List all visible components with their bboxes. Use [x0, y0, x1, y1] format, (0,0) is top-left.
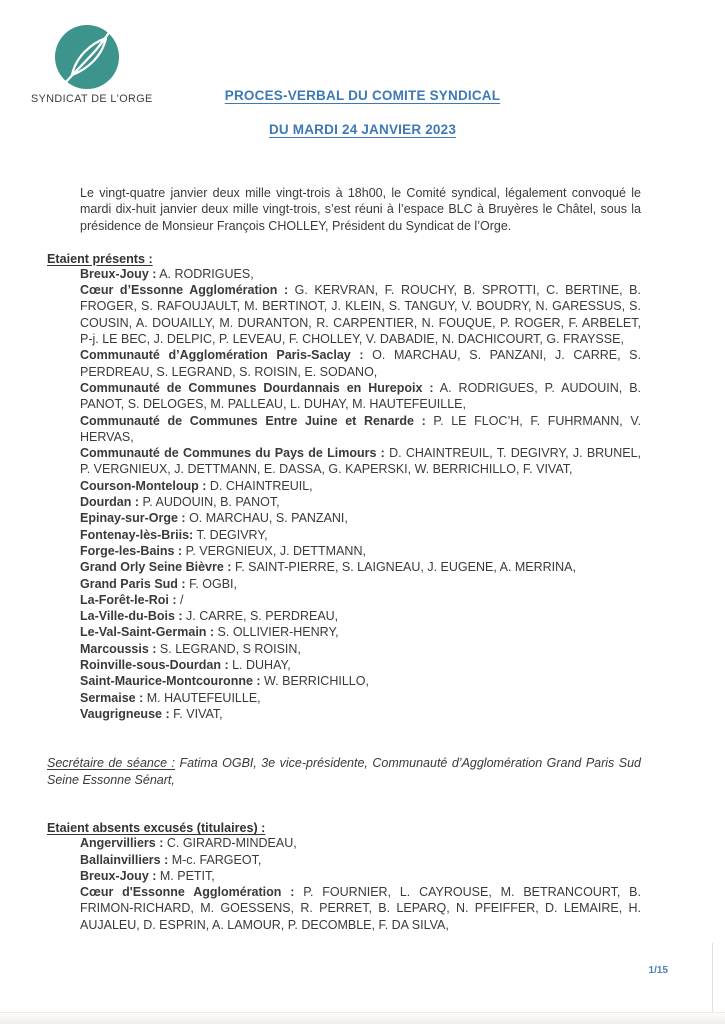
attendee-names: D. CHAINTREUIL, T. DEGIVRY, J. BRUNEL, P. VERGNIEUX, J. DETTMANN, E. DASSA, G. KAPERSKI, W. BERRICHILLO, F. VIVAT,: [80, 446, 642, 477]
present-list-item: [80, 673, 641, 689]
attendee-names: P. LE FLOC’H, F. FUHRMANN, V. HERVAS,: [80, 413, 641, 444]
intro-paragraph: Le vingt-quatre janvier deux mille vingt-trois à 18h00, le Comité syndical, légalement convoqué le mardi dix-huit janvier deux mille vingt-trois, s’est réuni à l’espace BLC à Bruyères le Châtel, sous la présidence de Monsieur François CHOLLEY, Président du Syndicat de l’Orge.: [80, 186, 641, 233]
absent-list-item: [80, 884, 641, 933]
present-list-item: [80, 543, 641, 559]
entity-label: Communauté de Communes Dourdannais en Hurepoix :: [80, 380, 434, 395]
present-list-item: [80, 494, 641, 510]
entity-label: Courson-Monteloup :: [80, 478, 207, 493]
entity-label: Le-Val-Saint-Germain :: [80, 625, 215, 640]
entity-label: La-Forêt-le-Roi :: [80, 592, 177, 607]
absent-list-item: [80, 868, 641, 884]
document-title: PROCES-VERBAL DU COMITE SYNDICAL: [224, 88, 501, 103]
present-list: [80, 266, 641, 722]
attendee-names: O. MARCHAU, S. PANZANI,: [189, 511, 348, 526]
present-list-item: [80, 380, 641, 413]
absent-names: M-c. FARGEOT,: [171, 852, 262, 867]
entity-label: Ballainvilliers :: [80, 852, 169, 867]
entity-label: Cœur d'Essonne Agglomération :: [80, 885, 295, 900]
attendee-names: F. VIVAT,: [173, 706, 223, 721]
absent-list-item: [80, 835, 641, 851]
attendee-names: L. DUHAY,: [232, 658, 291, 673]
entity-label: Breux-Jouy :: [80, 266, 157, 281]
secretary-text: Fatima OGBI, 3e vice-présidente, Communauté d’Agglomération Grand Paris Sud Seine Essonne Sénart,: [47, 756, 641, 787]
attendee-names: P. AUDOUIN, B. PANOT,: [142, 495, 280, 510]
present-list-item: [80, 478, 641, 494]
present-list-item: [80, 266, 641, 282]
present-list-item: [80, 592, 641, 608]
attendee-names: /: [180, 592, 184, 607]
attendee-names: T. DEGIVRY,: [196, 527, 268, 542]
present-list-item: [80, 282, 641, 347]
entity-label: Cœur d’Essonne Agglomération :: [80, 283, 289, 298]
present-list-item: [80, 527, 641, 543]
entity-label: Communauté d’Agglomération Paris-Saclay :: [80, 348, 364, 363]
logo-text: SYNDICAT DE L'ORGE: [31, 93, 153, 105]
attendee-names: A. RODRIGUES,: [159, 266, 254, 281]
entity-label: Communauté de Communes du Pays de Limours :: [80, 446, 385, 461]
present-list-item: [80, 608, 641, 624]
present-list-item: [80, 706, 641, 722]
attendee-names: F. SAINT-PIERRE, S. LAIGNEAU, J. EUGENE, A. MERRINA,: [234, 560, 576, 575]
leaf-icon: [55, 25, 119, 89]
entity-label: Angervilliers :: [80, 836, 164, 851]
entity-label: Grand Paris Sud :: [80, 576, 186, 591]
entity-label: Communauté de Communes Entre Juine et Renarde :: [80, 413, 426, 428]
absent-section-heading: Etaient absents excusés (titulaires) :: [47, 821, 266, 836]
entity-label: Epinay-sur-Orge :: [80, 511, 186, 526]
entity-label: Grand Orly Seine Bièvre :: [80, 560, 232, 575]
present-list-item: [80, 624, 641, 640]
present-list-item: [80, 576, 641, 592]
entity-label: Fontenay-lès-Briis:: [80, 527, 194, 542]
secretary-label: Secrétaire de séance :: [47, 756, 176, 771]
present-list-item: [80, 510, 641, 526]
present-list-item: [80, 347, 641, 380]
entity-label: Marcoussis :: [80, 641, 157, 656]
present-section-heading: Etaient présents :: [47, 251, 153, 266]
attendee-names: A. RODRIGUES, P. AUDOUIN, B. PANOT, S. DELOGES, M. PALLEAU, L. DUHAY, M. HAUTEFEUILLE,: [80, 380, 641, 412]
absent-names: M. PETIT,: [159, 868, 215, 883]
present-list-item: [80, 559, 641, 575]
present-list-item: [80, 445, 641, 478]
entity-label: Roinville-sous-Dourdan :: [80, 658, 229, 673]
attendee-names: O. MARCHAU, S. PANZANI, J. CARRE, S. PERDREAU, S. LEGRAND, S. ROISIN, E. SODANO,: [80, 348, 641, 379]
entity-label: Sermaise :: [80, 690, 144, 705]
entity-label: Breux-Jouy :: [80, 868, 157, 883]
syndicat-logo: [31, 25, 153, 105]
entity-label: Saint-Maurice-Montcouronne :: [80, 674, 261, 689]
absent-names: C. GIRARD-MINDEAU,: [166, 836, 297, 851]
absent-list-item: [80, 852, 641, 868]
secretary-line: [47, 755, 641, 788]
entity-label: Vaugrigneuse :: [80, 706, 170, 721]
attendee-names: F. OGBI,: [189, 576, 238, 591]
attendee-names: M. HAUTEFEUILLE,: [146, 690, 261, 705]
present-list-item: [80, 641, 641, 657]
present-list-item: [80, 690, 641, 706]
entity-label: Forge-les-Bains :: [80, 543, 183, 558]
attendee-names: S. LEGRAND, S ROISIN,: [159, 641, 301, 656]
attendee-names: D. CHAINTREUIL,: [209, 478, 313, 493]
attendee-names: G. KERVRAN, F. ROUCHY, B. SPROTTI, C. BERTINE, B. FROGER, S. RAFOUJAULT, M. BERTINOT, J. KLEIN, S. TANGUY, V. BOUDRY, N. GARESSUS, S. COUSIN, A. DOUAILLY, M. DURANTON, R. CARPENTIER, N. FOUQUE, P. ROGER, F. ARBELET, P-j. LE BEC, J. DELPIC, P. LEVEAU, F. CHOLLEY, V. DABADIE, N. DACHICOURT, G. FRAYSSE,: [80, 283, 641, 347]
scan-bottom-edge: [0, 1012, 725, 1024]
attendee-names: W. BERRICHILLO,: [264, 674, 369, 689]
attendee-names: S. OLLIVIER-HENRY,: [217, 625, 339, 640]
document-subtitle: DU MARDI 24 JANVIER 2023: [268, 122, 457, 137]
scan-right-edge: [712, 943, 713, 1013]
attendee-names: P. VERGNIEUX, J. DETTMANN,: [185, 543, 366, 558]
present-list-item: [80, 657, 641, 673]
entity-label: Dourdan :: [80, 495, 140, 510]
absent-names: P. FOURNIER, L. CAYROUSE, M. BETRANCOURT, B. FRIMON-RICHARD, M. GOESSENS, R. PERRET, B. LEPARQ, N. PFEIFFER, D. LEMAIRE, H. AUJALEU, D. ESPRIN, A. LAMOUR, P. DECOMBLE, F. DA SILVA,: [80, 885, 641, 932]
attendee-names: J. CARRE, S. PERDREAU,: [186, 609, 339, 624]
present-list-item: [80, 413, 641, 446]
entity-label: La-Ville-du-Bois :: [80, 609, 183, 624]
page-number: 1/15: [648, 965, 668, 976]
absent-list: [80, 835, 641, 933]
